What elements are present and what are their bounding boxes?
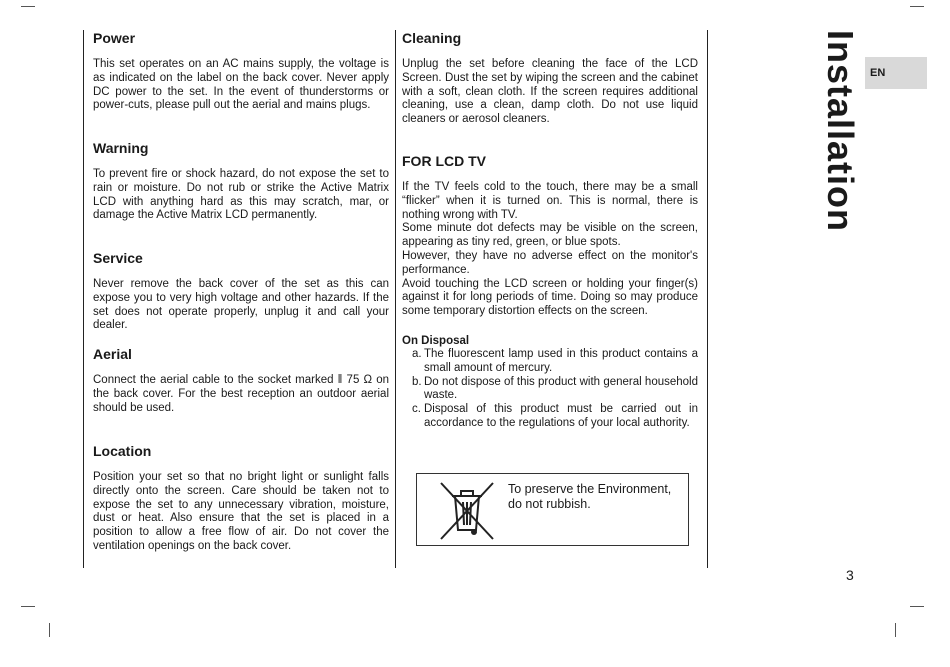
column-rule-center bbox=[395, 30, 396, 568]
power-body: This set operates on an AC mains supply, the voltage is as indicated on the label on the back cover. Never apply DC power to the set. In the event of thunderstorms or power-cuts, please pull out the aerial and mains plugs. bbox=[93, 58, 389, 112]
disposal-item bbox=[402, 403, 698, 431]
cleaning-section bbox=[402, 28, 698, 127]
location-heading: Location bbox=[93, 443, 152, 459]
column-rule-right bbox=[707, 30, 708, 568]
lcd-paragraph: If the TV feels cold to the touch, there may be a small “flicker” when it is turned on. This is normal, there is nothing wrong with TV. bbox=[402, 181, 698, 221]
environment-notice bbox=[416, 473, 689, 546]
service-heading: Service bbox=[93, 250, 143, 266]
service-body: Never remove the back cover of the set as this can expose you to very high voltage and other hazards. If the set does not operate properly, unplug it and call your dealer. bbox=[93, 278, 389, 332]
section-title-vertical: Installation bbox=[820, 30, 861, 233]
disposal-item-marker: c. bbox=[412, 403, 421, 416]
disposal-item bbox=[402, 348, 698, 376]
crop-mark bbox=[21, 6, 35, 7]
crossed-out-wheelie-bin-icon bbox=[437, 480, 497, 542]
aerial-heading: Aerial bbox=[93, 346, 132, 362]
disposal-item-text: Do not dispose of this product with general household waste. bbox=[424, 375, 698, 402]
disposal-item-text: The fluorescent lamp used in this product contains a small amount of mercury. bbox=[424, 348, 698, 374]
cleaning-body: Unplug the set before cleaning the face of the LCD Screen. Dust the set by wiping the screen and the cabinet with a soft, clean cloth. If the screen requires additional cleaning, use a clean, damp cloth. Do not use liquid cleaners or aerosol cleaners. bbox=[402, 58, 698, 126]
crop-mark bbox=[49, 623, 50, 637]
lcd-section bbox=[402, 151, 698, 319]
lcd-paragraph: However, they have no adverse effect on the monitor's performance. bbox=[402, 249, 698, 276]
aerial-section bbox=[93, 344, 389, 415]
power-heading: Power bbox=[93, 30, 136, 46]
disposal-list bbox=[402, 348, 698, 431]
warning-heading: Warning bbox=[93, 140, 149, 156]
crop-mark bbox=[910, 606, 924, 607]
crop-mark bbox=[21, 606, 35, 607]
disposal-item-marker: b. bbox=[412, 375, 422, 388]
power-section bbox=[93, 28, 389, 113]
environment-text bbox=[508, 482, 671, 512]
disposal-item bbox=[402, 376, 698, 404]
disposal-item-marker: a. bbox=[412, 348, 422, 360]
crop-mark bbox=[895, 623, 896, 637]
disposal-item-text: Disposal of this product must be carried out in accordance to the regulations of your local authority. bbox=[424, 403, 698, 429]
disposal-heading: On Disposal bbox=[402, 335, 470, 347]
environment-text-line: do not rubbish. bbox=[508, 497, 591, 511]
location-body: Position your set so that no bright light or sunlight falls directly onto the screen. Care should be taken not to expose the set to any unnecessary vibration, moisture, dust or heat. Also ensure that the set is placed in a position to allow a free flow of air. Do not cover the ventilation openings on the back cover. bbox=[93, 471, 389, 552]
warning-section bbox=[93, 138, 389, 223]
lcd-heading: FOR LCD TV bbox=[402, 153, 486, 169]
location-section bbox=[93, 441, 389, 554]
lcd-paragraph: Some minute dot defects may be visible on the screen, appearing as tiny red, green, or blue spots. bbox=[402, 222, 698, 249]
column-rule-left bbox=[83, 30, 84, 568]
environment-text-line: To preserve the Environment, bbox=[508, 482, 672, 496]
warning-body: To prevent fire or shock hazard, do not expose the set to rain or moisture. Do not rub or strike the Active Matrix LCD with anything hard as this may scratch, mar, or damage the Active Matrix LCD permanently. bbox=[93, 168, 389, 222]
aerial-body: Connect the aerial cable to the socket marked ‖ 75 Ω on the back cover. For the best reception an outdoor aerial should be used. bbox=[93, 374, 389, 414]
crop-mark bbox=[910, 6, 924, 7]
language-tab: EN bbox=[865, 57, 927, 89]
service-section bbox=[93, 248, 389, 333]
lcd-paragraph: Avoid touching the LCD screen or holding your finger(s) against it for long periods of time. Doing so may produce some temporary distortion effects on the screen. bbox=[402, 277, 698, 318]
page-number: 3 bbox=[846, 567, 854, 583]
cleaning-heading: Cleaning bbox=[402, 30, 462, 46]
disposal-section bbox=[402, 334, 698, 431]
